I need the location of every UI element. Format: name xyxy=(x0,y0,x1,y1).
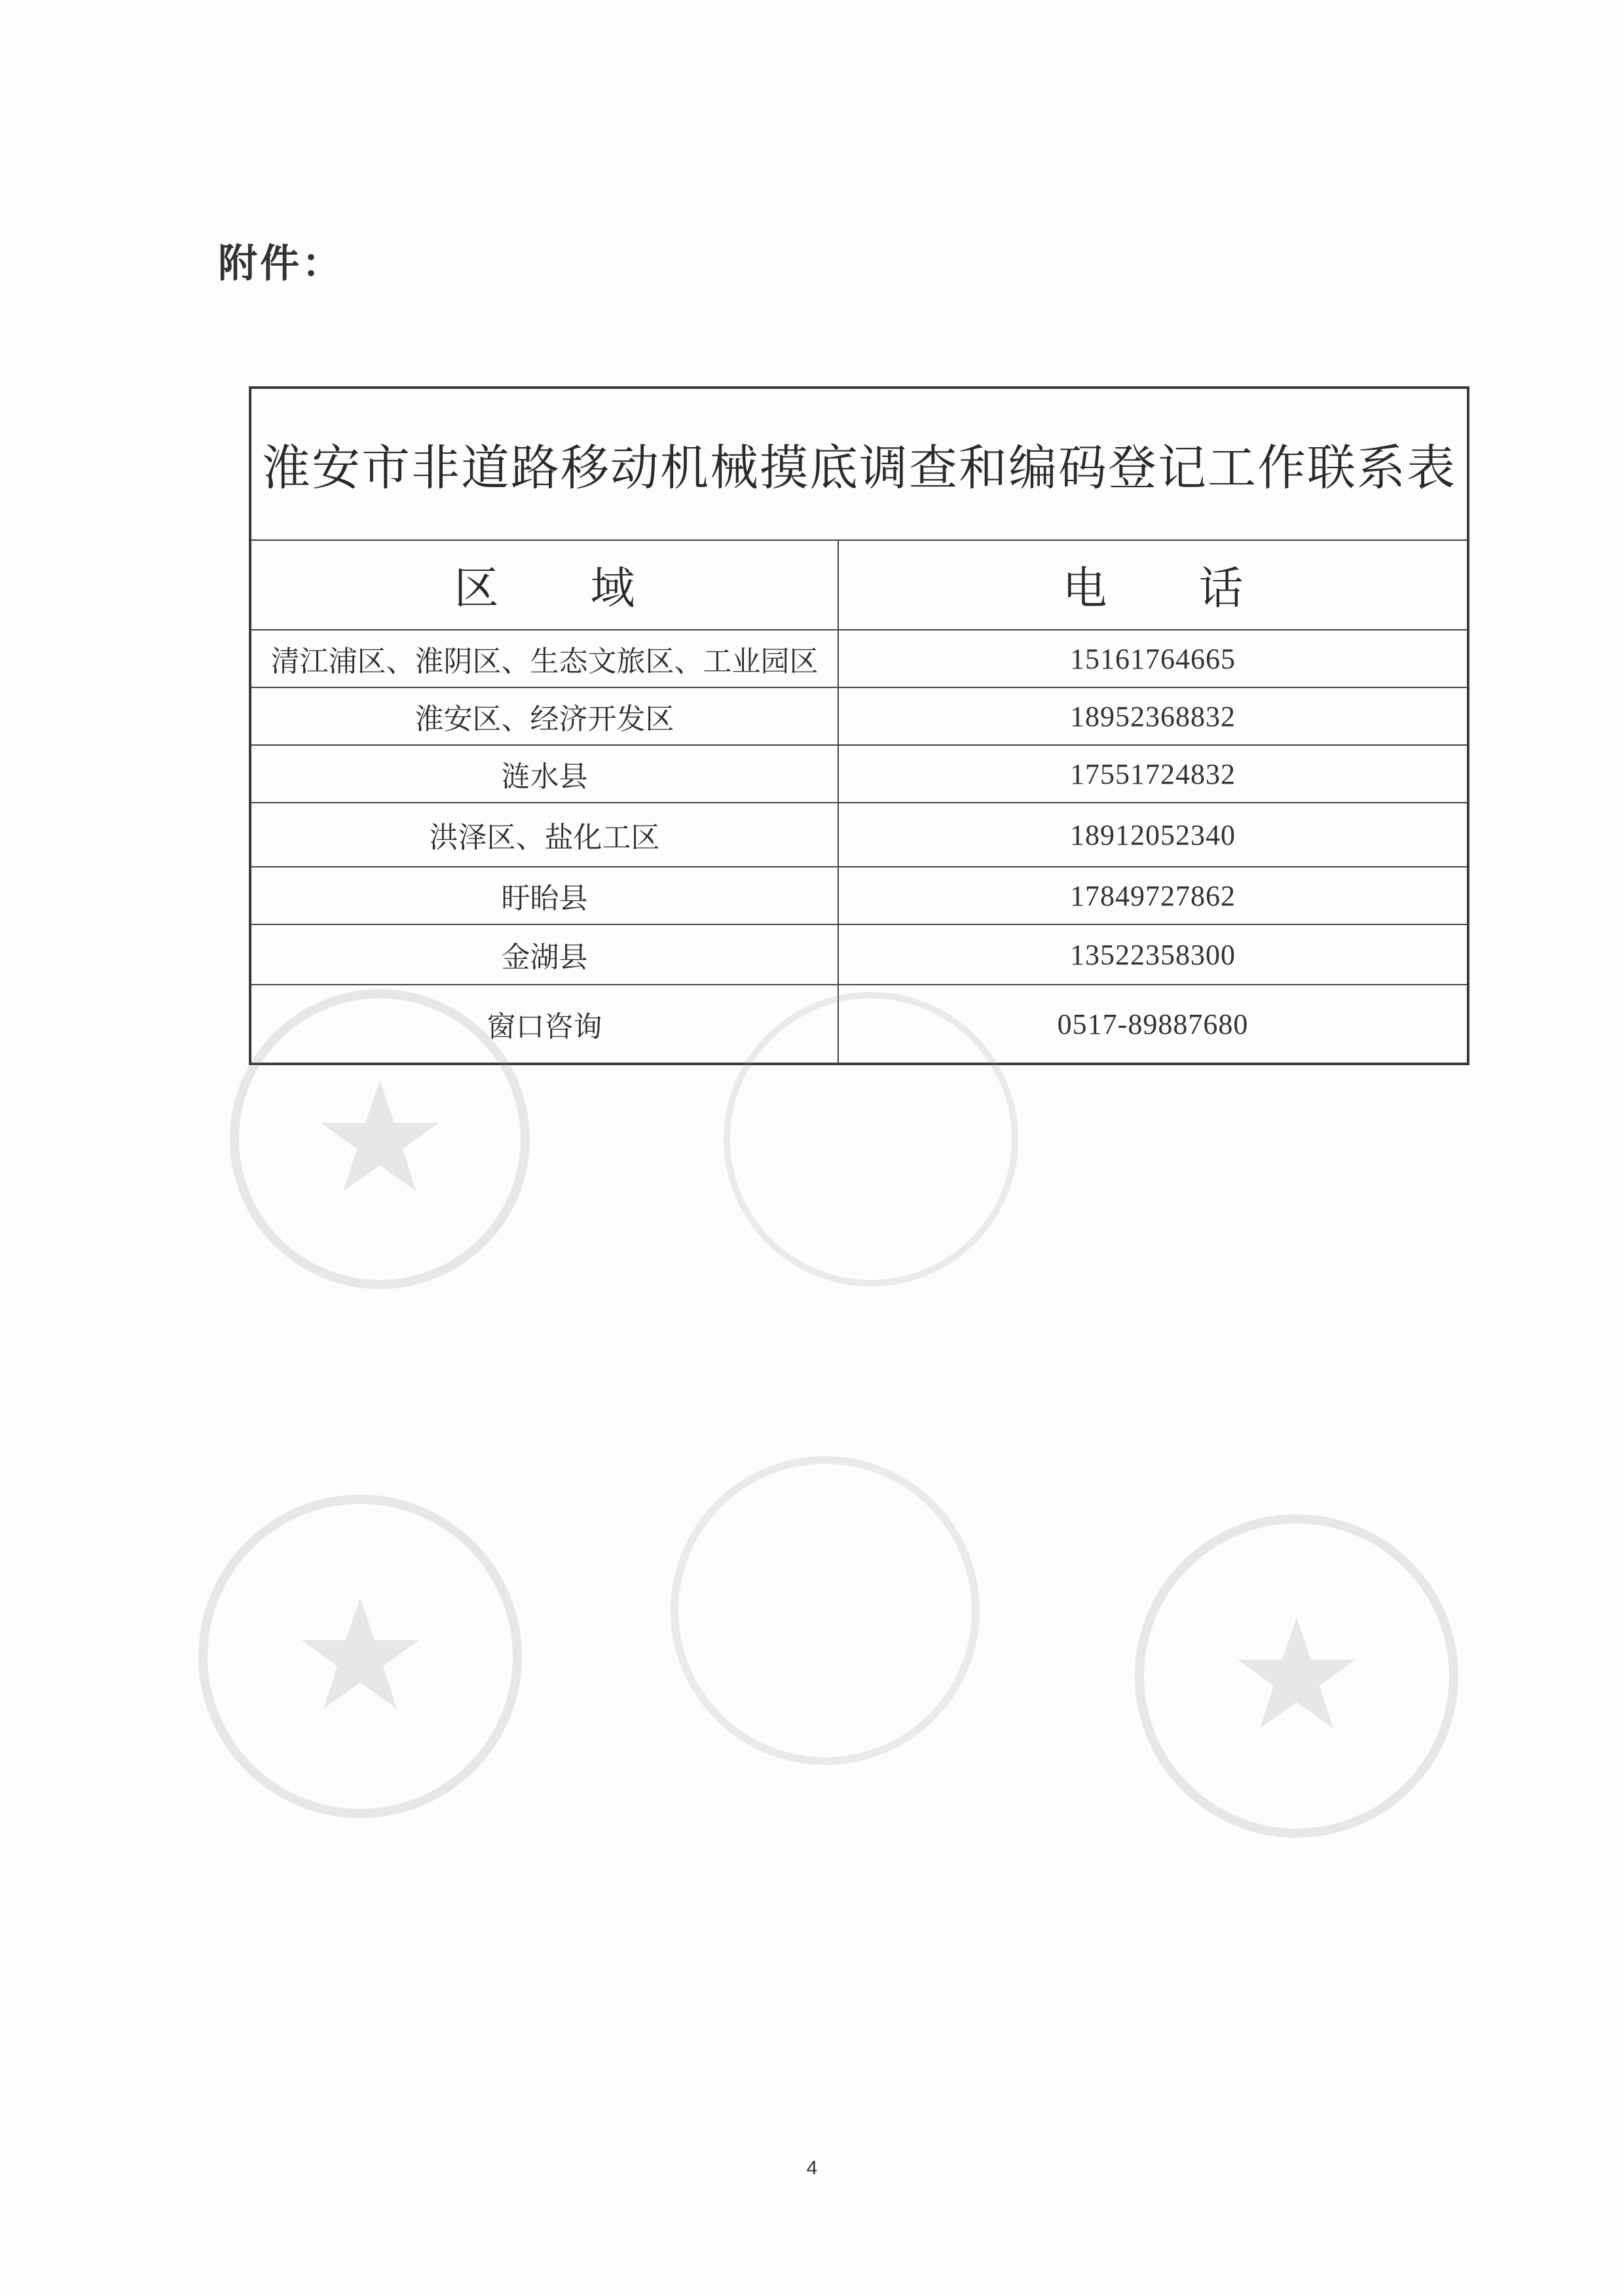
table-row xyxy=(250,924,1468,985)
table-row xyxy=(250,867,1468,924)
region-cell: 金湖县 xyxy=(250,924,838,985)
page-number: 4 xyxy=(806,2157,818,2179)
phone-cell: 0517-89887680 xyxy=(838,985,1468,1064)
phone-cell: 18952368832 xyxy=(838,687,1468,745)
header-phone: 电话 xyxy=(838,540,1468,630)
seal-stamp xyxy=(190,1486,530,1827)
table-row xyxy=(250,687,1468,745)
star-icon xyxy=(1238,1617,1356,1728)
seal-stamp xyxy=(1126,1506,1467,1846)
phone-cell: 17849727862 xyxy=(838,867,1468,924)
region-cell: 涟水县 xyxy=(250,745,838,803)
phone-cell: 17551724832 xyxy=(838,745,1468,803)
phone-cell: 15161764665 xyxy=(838,630,1468,687)
seal-stamp xyxy=(714,982,1028,1296)
phone-cell: 13522358300 xyxy=(838,924,1468,985)
table-title: 淮安市非道路移动机械摸底调查和编码登记工作联系表 xyxy=(250,388,1468,540)
phone-cell: 18912052340 xyxy=(838,803,1468,867)
region-cell: 洪泽区、盐化工区 xyxy=(250,803,838,867)
region-cell: 盱眙县 xyxy=(250,867,838,924)
table-title-row xyxy=(250,388,1468,540)
seal-stamp xyxy=(661,1447,989,1774)
region-cell: 清江浦区、淮阴区、生态文旅区、工业园区 xyxy=(250,630,838,687)
table-row xyxy=(250,803,1468,867)
seal-stamp xyxy=(223,982,537,1296)
header-region: 区域 xyxy=(250,540,838,630)
star-icon xyxy=(301,1597,419,1709)
region-cell: 窗口咨询 xyxy=(250,985,838,1064)
attachment-label: 附件： xyxy=(218,241,344,287)
region-cell: 淮安区、经济开发区 xyxy=(250,687,838,745)
star-icon xyxy=(321,1080,439,1192)
table-header-row xyxy=(250,540,1468,630)
table-row xyxy=(250,630,1468,687)
table-row xyxy=(250,745,1468,803)
contact-table xyxy=(249,386,1469,1065)
